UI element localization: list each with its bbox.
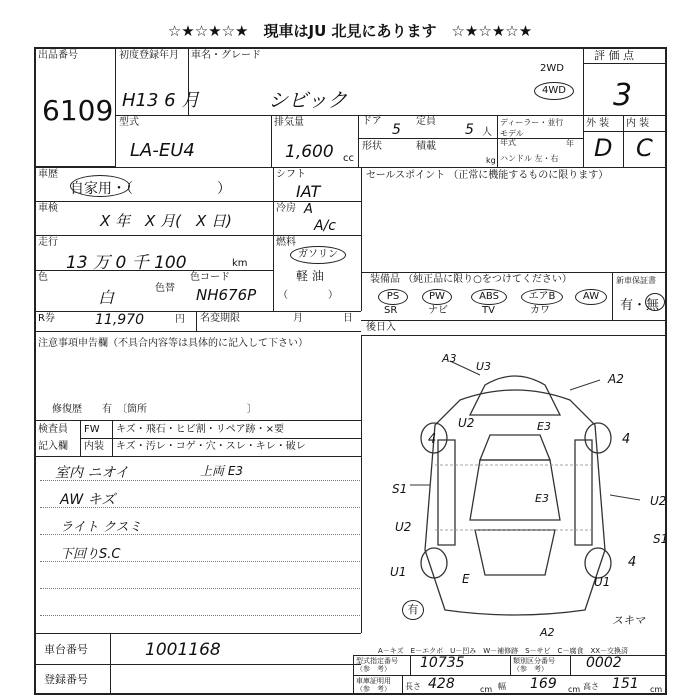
handle-label: ハンドル 左・右 — [500, 154, 559, 163]
div-doors — [497, 115, 498, 167]
mark-sukima: スキマ — [612, 614, 645, 627]
warranty-circle — [645, 293, 665, 311]
capacity-unit: 人 — [482, 127, 492, 138]
eq-airbag: エアB — [521, 289, 563, 305]
equipment-label: 装備品 （純正品に限り○をつけてください） — [370, 274, 572, 285]
line-score — [583, 63, 667, 64]
model-year-unit: 年 — [566, 139, 574, 148]
wheel-rr — [585, 548, 611, 578]
type-num-label: 型式指定番号（参 考） — [356, 657, 398, 673]
drive-2wd: 2WD — [540, 63, 564, 74]
line-bottom1 — [34, 633, 361, 634]
int-label: 内装 — [84, 441, 104, 452]
capacity-value: 5 — [465, 122, 474, 138]
rear-label: 後日入 — [366, 322, 396, 333]
line-r5 — [34, 270, 273, 271]
car-body — [425, 390, 605, 615]
note-label: 記入欄 — [38, 441, 68, 452]
doors-value: 5 — [392, 122, 401, 138]
eq-leather: カワ — [530, 305, 550, 316]
div-score — [623, 115, 624, 167]
mark-u2-right: U2 — [650, 494, 667, 508]
div-model — [271, 115, 272, 167]
len-unit: cm — [480, 685, 493, 694]
sales-points-label: セールスポイント （正常に機能するものに限ります） — [366, 170, 609, 181]
line-score3 — [583, 131, 667, 132]
div-dims — [402, 675, 403, 695]
model-year-label: モデル 年式 — [500, 129, 524, 147]
mark-u1-left: U1 — [390, 565, 407, 579]
score-label: 評 価 点 — [594, 49, 634, 62]
eq-tv: TV — [482, 305, 495, 316]
div-typenum — [410, 655, 411, 675]
load-unit: kg — [486, 156, 496, 165]
int-score-label: 内 装 — [626, 118, 650, 129]
line-bottom2 — [34, 664, 361, 665]
div-classnum — [510, 655, 511, 675]
color-value: 白 — [98, 288, 115, 307]
remark-5: 下回りS.C — [60, 547, 121, 562]
term-label: 名変期限 — [200, 313, 240, 324]
line-doors — [358, 138, 583, 139]
car-left-doors — [438, 440, 455, 545]
eq-abs: ABS — [471, 289, 507, 305]
disp-label: 排気量 — [274, 117, 304, 128]
line-r2 — [34, 167, 667, 168]
header-banner: ☆★☆★☆★ 現車はJU 北見にあります ☆★☆★☆★ — [167, 22, 533, 40]
notes-label: 注意事項申告欄（不具合内容等は具体的に記入して下さい） — [38, 338, 308, 349]
inspection-value: X 年 X 月( X 日) — [100, 212, 232, 230]
line-r7 — [34, 331, 361, 332]
mark-u2-left2: U2 — [395, 520, 412, 534]
remark-3: AW キズ — [60, 492, 116, 508]
mark-u3: U3 — [476, 360, 492, 373]
fw-label: FW — [84, 424, 100, 435]
div-firstreg — [188, 47, 189, 115]
aircon-value: A/c — [314, 218, 336, 234]
fuel-gasoline: ガソリン — [290, 246, 346, 264]
wid-unit: cm — [568, 685, 581, 694]
div-hist — [273, 167, 274, 311]
eq-aw: AW — [575, 289, 607, 305]
car-diagram — [370, 345, 665, 630]
r-ticket-unit: 円 — [175, 314, 185, 325]
warranty-value: 有・無 — [620, 298, 660, 313]
mileage-label: 走行 — [38, 237, 58, 248]
history-circle — [70, 175, 130, 197]
len-value: 428 — [428, 676, 455, 692]
hgt-value: 151 — [612, 676, 639, 692]
shift-label: シフト — [276, 169, 306, 180]
dims-label: 車庫証明用（参 考） — [356, 677, 391, 693]
reg-label: 登録番号 — [44, 673, 88, 686]
mark-ari: 有 — [402, 600, 424, 620]
eq-sr: SR — [384, 305, 398, 316]
term-month: 月 — [293, 313, 303, 324]
div-drive — [583, 47, 584, 167]
line-rear — [361, 320, 667, 321]
mark-u2-left: U2 — [458, 416, 475, 430]
mark-a3: A3 — [442, 352, 457, 365]
model-value: LA-EU4 — [130, 140, 195, 161]
dealer-label: ディーラー・並行 — [500, 118, 564, 127]
hgt-label: 高さ — [583, 682, 599, 691]
mark-s1-left: S1 — [392, 482, 408, 496]
capacity-label: 定員 — [416, 116, 436, 127]
r-ticket-value: 11,970 — [95, 312, 144, 328]
eq-pw: PW — [422, 289, 452, 305]
wheel-rl — [421, 548, 447, 578]
wheel-fr — [585, 423, 611, 453]
class-num-value: 0002 — [586, 655, 622, 671]
warranty-label: 新車保証書 — [616, 276, 656, 285]
mark-s1-right: S1 — [653, 532, 669, 546]
mileage-value: 13 万 0 千 100 — [66, 253, 187, 273]
history-label: 車歴 — [38, 169, 58, 180]
int-items: キズ・汚レ・コゲ・穴・スレ・キレ・破レ — [116, 441, 306, 452]
aircon-label: 冷房 — [276, 203, 296, 214]
shift-value: IAT — [296, 182, 321, 201]
line-r1 — [116, 115, 583, 116]
div-warranty — [612, 272, 613, 320]
lot-label: 出品番号 — [38, 50, 78, 61]
type-num-value: 10735 — [420, 655, 465, 671]
mark-a2-top: A2 — [608, 372, 624, 386]
first-reg-label: 初度登録年月 — [119, 50, 179, 61]
doors-label: ドア — [362, 116, 382, 127]
div-classnum2 — [570, 655, 571, 675]
len-label: 長さ — [405, 682, 421, 691]
car-windshield — [480, 435, 550, 460]
line-score2 — [583, 115, 667, 116]
mark-u1-right: U1 — [594, 575, 611, 589]
disp-unit: cc — [343, 153, 354, 164]
wid-label: 幅 — [498, 682, 506, 691]
color-change-label: 色替 — [155, 283, 175, 294]
div-lower — [361, 335, 362, 633]
score-value: 3 — [613, 78, 633, 113]
model-label: 型式 — [119, 117, 139, 128]
line-r4 — [34, 235, 361, 236]
car-rear-window — [475, 530, 555, 575]
color-code-value: NH676P — [196, 286, 257, 304]
term-day: 日 — [343, 313, 353, 324]
car-name-value: シビック — [268, 88, 348, 112]
aircon-prefix: A — [304, 202, 313, 217]
lot-number: 6109 — [42, 94, 114, 127]
line-r9a — [80, 438, 361, 439]
hgt-unit: cm — [650, 685, 663, 694]
damage-legend: A－キズ E－エクボ U－凹み W－補修跡 S－サビ C－腐食 XX－交換済 — [378, 647, 629, 655]
ext-score-label: 外 装 — [586, 118, 610, 129]
fuel-alt: 軽 油 — [296, 269, 324, 283]
chassis-label: 車台番号 — [44, 643, 88, 656]
div-disp — [358, 115, 359, 167]
chassis-value: 1001168 — [145, 640, 221, 660]
color-label: 色 — [38, 272, 48, 283]
eq-navi: ナビ — [428, 305, 448, 316]
line-rear2 — [361, 335, 667, 336]
ext-score-value: D — [594, 134, 613, 162]
first-reg-value: H13 6 月 — [122, 90, 200, 111]
mark-e-rear: E — [462, 572, 470, 586]
div-rticket — [196, 311, 197, 331]
remark-4: ライト クスミ — [60, 520, 142, 535]
history-value: 自家用・（ ） — [70, 181, 231, 197]
dotted-5 — [40, 588, 360, 589]
mark-4-fl: 4 — [428, 432, 437, 447]
inspector-label: 検査員 — [38, 424, 68, 435]
load-label: 積載 — [416, 141, 436, 152]
fuel-paren: （ ） — [278, 290, 338, 301]
mark-e3-top: E3 — [537, 420, 551, 433]
car-hood — [470, 376, 560, 415]
shape-label: 形状 — [362, 141, 382, 152]
remark-2: 上両 E3 — [200, 464, 244, 478]
line-r9 — [34, 456, 361, 457]
drive-4wd: 4WD — [534, 82, 574, 100]
color-code-label: 色コード — [190, 272, 230, 283]
mark-4-fr: 4 — [622, 432, 631, 447]
fuel-label: 燃料 — [276, 237, 296, 248]
ext-items: キズ・飛石・ヒビ割・リペア跡・×要 — [116, 424, 284, 435]
repair-label: 修復歴 有 〔箇所 〕 — [52, 404, 257, 415]
dotted-6 — [40, 615, 360, 616]
mark-e3-mid: E3 — [535, 492, 549, 505]
class-num-label: 類別区分番号（参 考） — [513, 657, 555, 673]
disp-value: 1,600 — [285, 142, 334, 162]
mileage-unit: km — [232, 258, 248, 269]
int-score-value: C — [636, 134, 653, 162]
wid-value: 169 — [530, 676, 557, 692]
car-roof — [470, 460, 560, 520]
line-eq — [361, 272, 667, 273]
mark-4-rr: 4 — [628, 555, 637, 570]
mark-a2-bottom: A2 — [540, 626, 555, 639]
car-right-doors — [575, 440, 592, 545]
eq-ps: PS — [378, 289, 408, 305]
line-r6 — [34, 311, 361, 312]
car-name-label: 車名・グレード — [191, 50, 261, 61]
line-r8 — [34, 420, 361, 421]
r-ticket-label: R券 — [38, 313, 55, 324]
div-main-right — [361, 167, 362, 311]
remark-1: 室内 ニオイ — [55, 465, 129, 481]
inspection-label: 車検 — [38, 203, 58, 214]
